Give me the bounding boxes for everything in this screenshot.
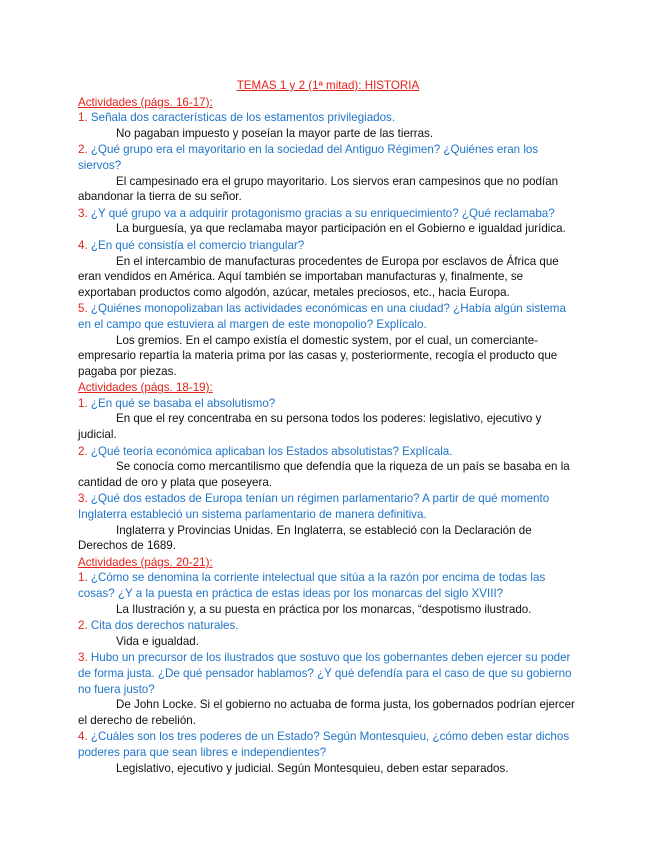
question-text: ¿Cuáles son los tres poderes de un Estado? Según Montesquieu, ¿cómo deben estar dichos poderes para que sean libres e independientes?	[78, 730, 570, 759]
section-heading: Actividades (págs. 20-21):	[78, 555, 213, 569]
question	[78, 206, 578, 222]
question	[78, 301, 578, 332]
answer: De John Locke. Si el gobierno no actuaba de forma justa, los gobernados podrían ejercer el derecho de rebelión.	[78, 698, 575, 727]
question-text: ¿Qué grupo era el mayoritario en la sociedad del Antiguo Régimen? ¿Quiénes eran los siervos?	[78, 143, 539, 172]
question	[78, 650, 578, 697]
answer: La burguesía, ya que reclamaba mayor participación en el Gobierno e igualdad jurídica.	[116, 222, 566, 236]
question-number: 4.	[78, 730, 88, 744]
answer: El campesinado era el grupo mayoritario. Los siervos eran campesinos que no podían abandonar la tierra de su señor.	[78, 174, 559, 204]
question-text: ¿Qué dos estados de Europa tenían un régimen parlamentario? A partir de qué momento Inglaterra estableció un sistema parlamentario de manera definitiva.	[78, 492, 550, 522]
question-number: 2.	[78, 444, 88, 458]
answer: Los gremios. En el campo existía el domestic system, por el cual, un comerciante-empresario repartía la materia prima por las casas y, posteriormente, recogía el producto que pagaba por piezas.	[78, 333, 558, 378]
question	[78, 110, 578, 126]
question	[78, 618, 578, 634]
answer: En que el rey concentraba en su persona todos los poderes: legislativo, ejecutivo y judicial.	[78, 412, 542, 442]
question	[78, 444, 578, 460]
document-title: TEMAS 1 y 2 (1ª mitad): HISTORIA	[236, 79, 420, 92]
question-number: 1.	[78, 396, 88, 410]
question	[78, 238, 578, 254]
answer: Legislativo, ejecutivo y judicial. Según Montesquieu, deben estar separados.	[116, 761, 509, 775]
question-number: 2.	[78, 619, 88, 633]
question-number: 1.	[78, 571, 88, 585]
question-number: 5.	[78, 302, 88, 316]
section-heading: Actividades (págs. 18-19):	[78, 381, 213, 395]
question-text: ¿Qué teoría económica aplicaban los Estados absolutistas? Explícala.	[90, 444, 453, 458]
question-text: Cita dos derechos naturales.	[90, 619, 239, 633]
question-text: Señala dos características de los estamentos privilegiados.	[90, 111, 396, 125]
question-number: 4.	[78, 238, 88, 252]
question-text: Hubo un precursor de los ilustrados que sostuvo que los gobernantes deben ejercer su poder de forma justa. ¿De qué pensador hablamos? ¿Y qué defendía para el caso de que su gobierno no fuera justo?	[78, 651, 572, 696]
answer: Vida e igualdad.	[116, 634, 199, 648]
section-heading: Actividades (págs. 16-17):	[78, 95, 213, 109]
question-number: 1.	[78, 111, 88, 125]
question-text: ¿En qué se basaba el absolutismo?	[90, 396, 276, 410]
question	[78, 396, 578, 412]
question-text: ¿Y qué grupo va a adquirir protagonismo gracias a su enriquecimiento? ¿Qué reclamaba?	[90, 206, 555, 220]
answer: Se conocía como mercantilismo que defendía que la riqueza de un país se basaba en la cantidad de oro y plata que poseyera.	[78, 460, 570, 489]
question-text: ¿Quiénes monopolizaban las actividades económicas en una ciudad? ¿Había algún sistema en el campo que estuviera al margen de este monopolio? Explícalo.	[78, 302, 566, 331]
answer: En el intercambio de manufacturas procedentes de Europa por esclavos de África que eran vendidos en América. Aquí también se importaban manufacturas y, finalmente, se exportaban productos como algodón, azúcar, metales preciosos, etc., hacia Europa.	[78, 254, 559, 299]
question-number: 3.	[78, 651, 88, 665]
answer: Inglaterra y Provincias Unidas. En Inglaterra, se estableció con la Declaración de Derechos de 1689.	[78, 523, 532, 553]
question	[78, 491, 578, 522]
answer: La Ilustración y, a su puesta en práctica por los monarcas, “despotismo ilustrado.	[116, 602, 532, 616]
question-text: ¿Cómo se denomina la corriente intelectual que sitúa a la razón por encima de todas las cosas? ¿Y a la puesta en práctica de estas ideas por los monarcas del siglo XVIII?	[78, 571, 546, 600]
question	[78, 729, 578, 760]
document-body	[78, 78, 578, 777]
question-number: 2.	[78, 143, 88, 157]
question-number: 3.	[78, 492, 88, 506]
question-number: 3.	[78, 206, 88, 220]
question	[78, 142, 578, 173]
answer: No pagaban impuesto y poseían la mayor parte de las tierras.	[116, 126, 434, 140]
question	[78, 570, 578, 601]
question-text: ¿En qué consistía el comercio triangular?	[90, 238, 305, 252]
